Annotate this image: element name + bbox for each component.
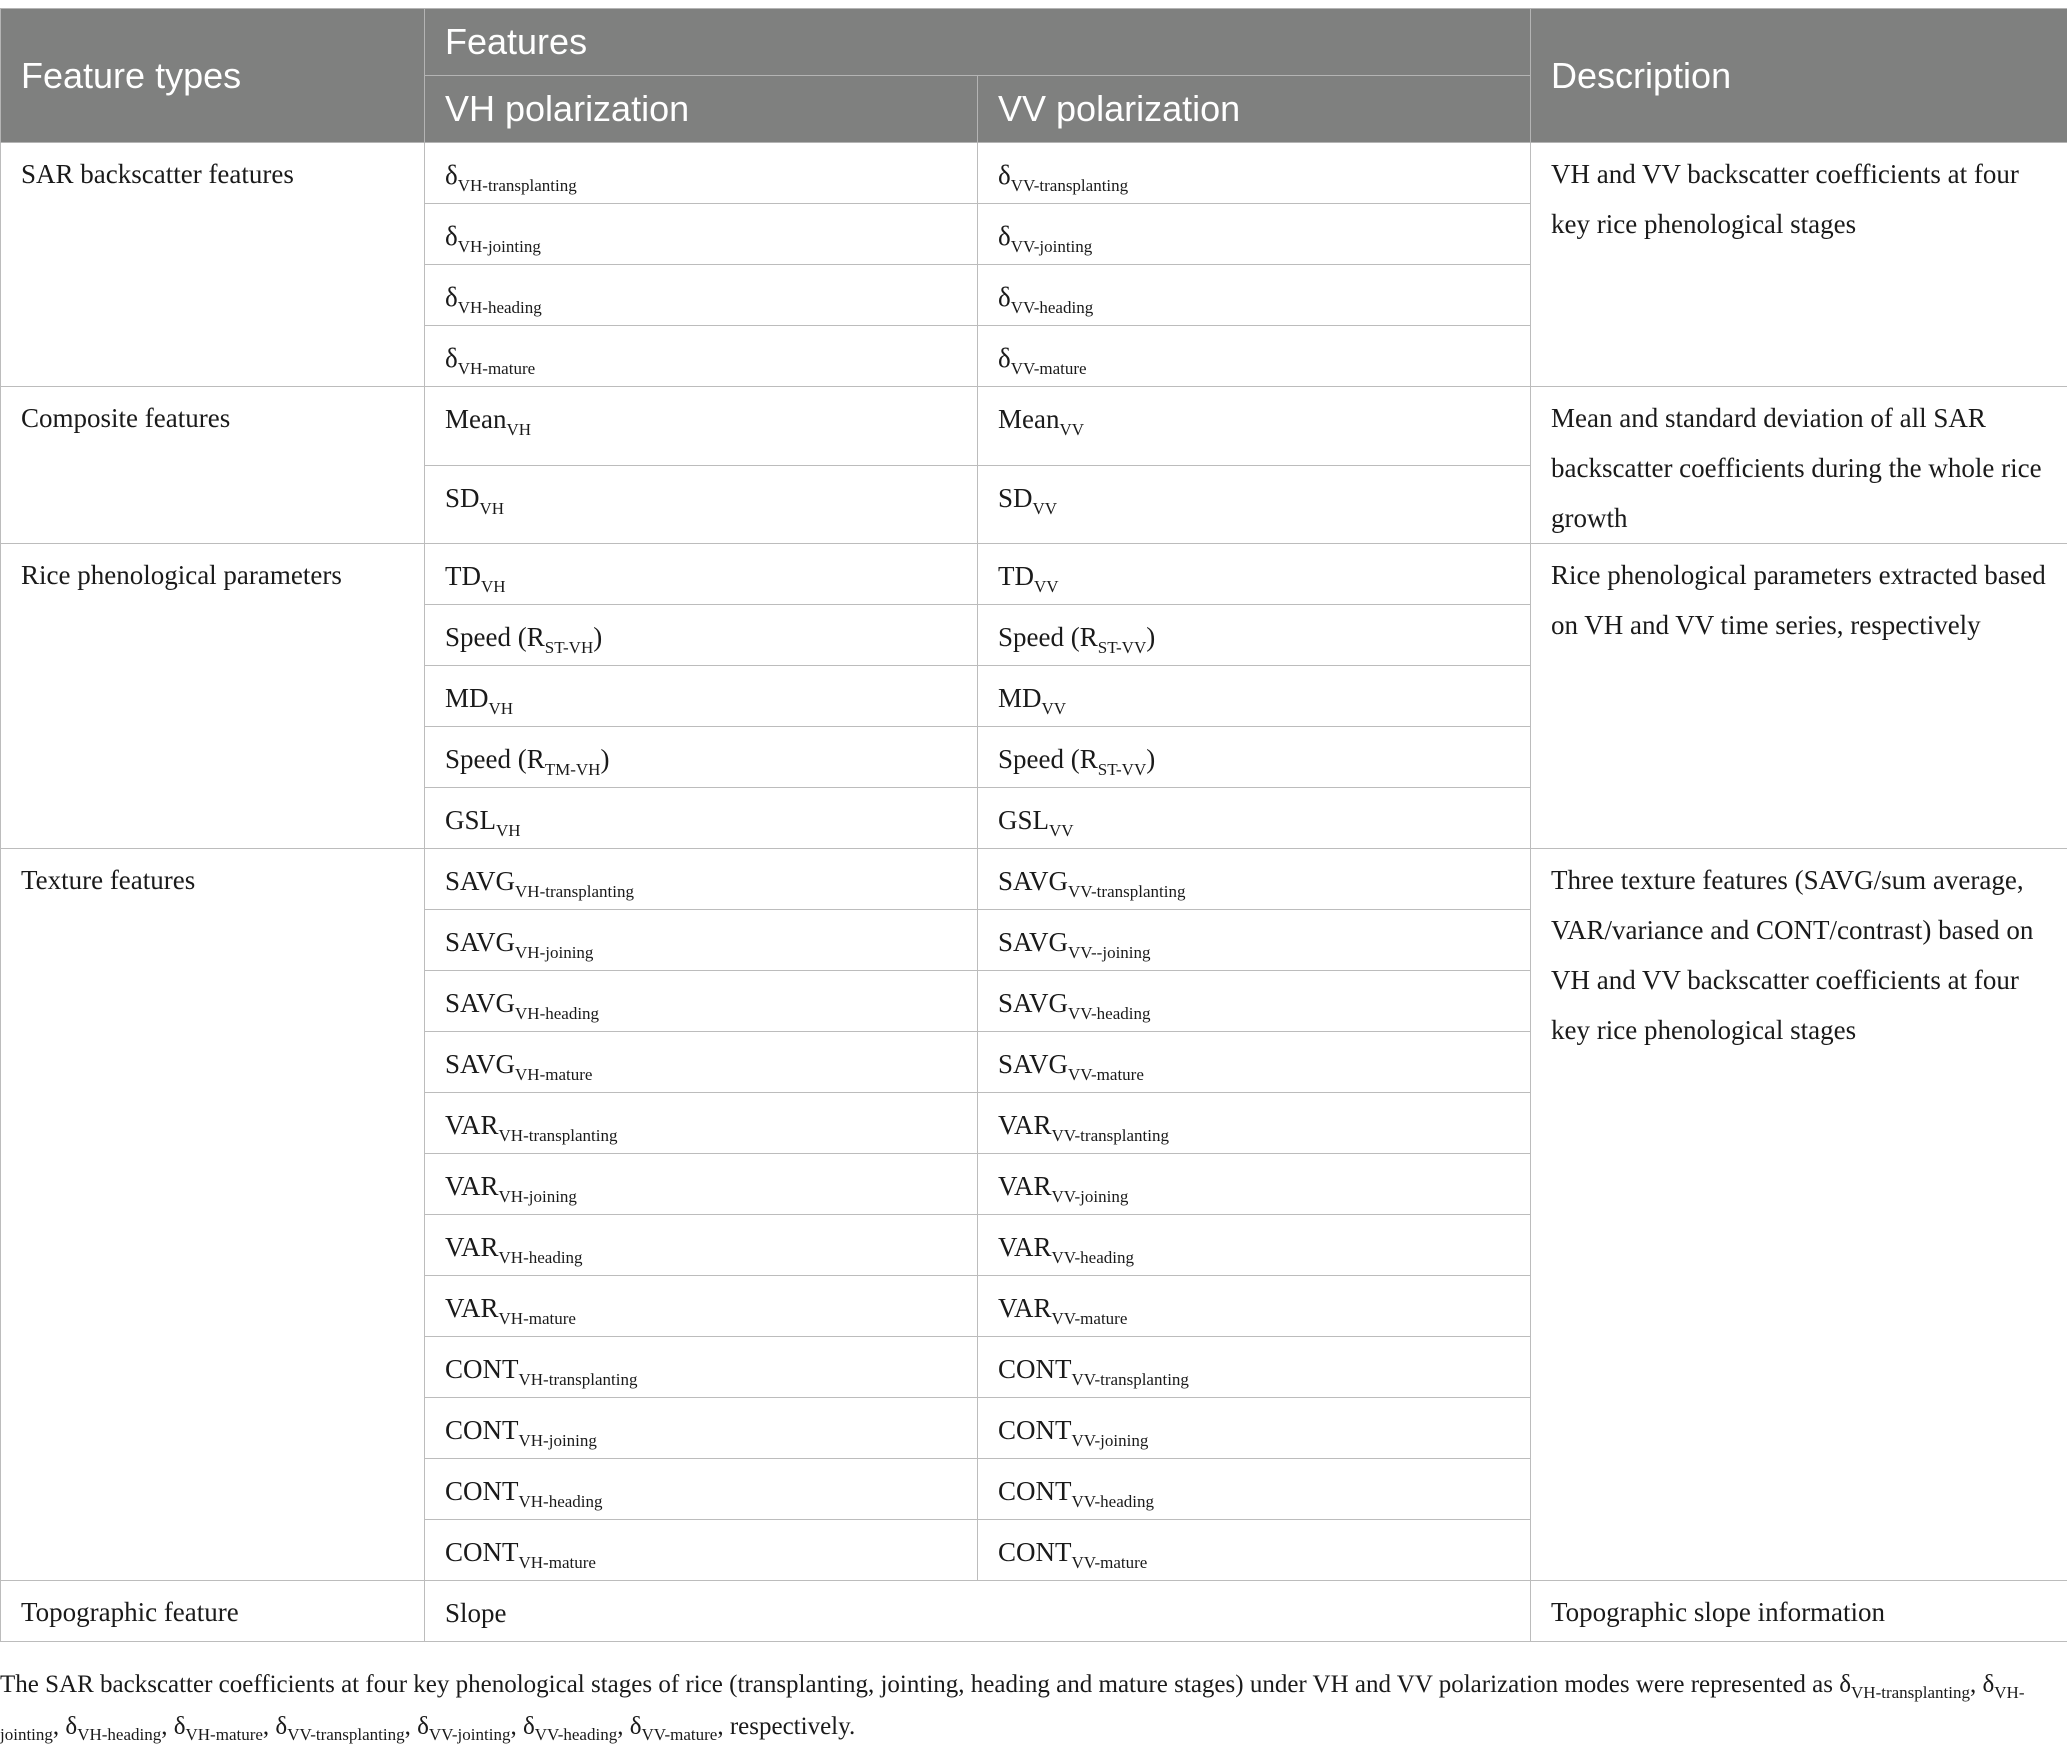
vv-feature-cell xyxy=(978,143,1531,204)
vh-feature-cell xyxy=(425,1215,978,1276)
vv-feature-cell xyxy=(978,544,1531,605)
vh-feature-symbol: SD xyxy=(445,482,480,513)
table-header xyxy=(1,9,2067,143)
description-cell: VH and VV backscatter coefficients at four key rice phenological stages xyxy=(1531,143,2067,387)
vh-feature-cell xyxy=(425,727,978,788)
vv-feature-subscript: VV xyxy=(1034,577,1059,596)
vh-feature-subscript: VH-joining xyxy=(498,1187,577,1206)
vv-feature-cell xyxy=(978,1459,1531,1520)
footnote-term: VH-heading xyxy=(77,1725,162,1744)
vh-feature-subscript: VH-transplanting xyxy=(518,1370,638,1389)
vv-feature-suffix: ) xyxy=(1146,622,1156,652)
feature-cell-merged: Slope xyxy=(425,1581,1531,1642)
vv-feature-cell xyxy=(978,465,1531,544)
vh-feature-subscript: VH xyxy=(479,498,505,518)
footnote-suffix: , respectively. xyxy=(717,1713,856,1740)
vh-feature-cell xyxy=(425,971,978,1032)
vh-feature-symbol: CONT xyxy=(445,1476,519,1506)
vh-feature-symbol: CONT xyxy=(445,1537,519,1567)
vh-feature-subscript: VH xyxy=(496,821,521,840)
footnote-symbol: δ xyxy=(1839,1671,1852,1698)
vv-feature-subscript: VV-heading xyxy=(1071,1492,1154,1511)
vh-feature-subscript: ST-VH xyxy=(544,638,594,657)
vv-feature-symbol: δ xyxy=(998,282,1011,312)
vh-feature-cell xyxy=(425,1337,978,1398)
vh-feature-subscript: VH-jointing xyxy=(457,237,541,256)
vv-feature-subscript: VV--joining xyxy=(1068,943,1151,962)
vv-feature-subscript: VV-jointing xyxy=(1010,237,1093,256)
feature-type-cell: Rice phenological parameters xyxy=(1,544,425,849)
vv-feature-subscript: VV-joining xyxy=(1051,1187,1129,1206)
vh-feature-symbol: δ xyxy=(445,343,458,373)
vh-feature-subscript: VH-transplanting xyxy=(515,882,635,901)
vh-feature-symbol: MD xyxy=(445,683,489,713)
header-description: Description xyxy=(1531,9,2067,143)
vv-feature-symbol: VAR xyxy=(998,1171,1052,1201)
footnote-symbol: δ xyxy=(173,1713,186,1740)
vv-feature-subscript: VV xyxy=(1049,821,1074,840)
vv-feature-symbol: CONT xyxy=(998,1415,1072,1445)
footnote-term: VV-transplanting xyxy=(287,1725,405,1744)
table-body xyxy=(1,143,2067,1642)
vv-feature-subscript: VV-heading xyxy=(1010,298,1094,317)
footnote-symbol: δ xyxy=(522,1713,535,1740)
footnote-term: VH-transplanting xyxy=(1851,1683,1970,1702)
vv-feature-subscript: VV xyxy=(1041,699,1067,718)
vv-feature-cell xyxy=(978,1093,1531,1154)
vv-feature-cell xyxy=(978,971,1531,1032)
vv-feature-symbol: δ xyxy=(998,221,1011,251)
vh-feature-suffix: ) xyxy=(600,744,610,774)
vv-feature-cell xyxy=(978,1032,1531,1093)
vh-feature-suffix: ) xyxy=(593,622,603,652)
footnote-separator: , xyxy=(617,1713,630,1740)
footnote-separator: , xyxy=(52,1713,66,1740)
vv-feature-subscript: VV-transplanting xyxy=(1051,1126,1169,1145)
vh-feature-cell xyxy=(425,1032,978,1093)
footnote-separator: , xyxy=(1970,1671,1983,1698)
feature-type-cell: Texture features xyxy=(1,849,425,1581)
vh-feature-cell xyxy=(425,849,978,910)
feature-type-cell: SAR backscatter features xyxy=(1,143,425,387)
vh-feature-cell xyxy=(425,605,978,666)
vv-feature-symbol: SD xyxy=(998,482,1033,513)
vv-feature-cell xyxy=(978,387,1531,466)
vh-feature-symbol: VAR xyxy=(445,1110,499,1140)
vh-feature-subscript: VH-mature xyxy=(457,359,536,378)
vh-feature-cell xyxy=(425,1398,978,1459)
vh-feature-subscript: VH-mature xyxy=(518,1553,596,1572)
vv-feature-symbol: SAVG xyxy=(998,927,1069,957)
vh-feature-subscript: VH-mature xyxy=(498,1309,576,1328)
feature-type-cell: Topographic feature xyxy=(1,1581,425,1642)
vv-feature-subscript: VV-transplanting xyxy=(1068,882,1186,901)
vh-feature-symbol: SAVG xyxy=(445,927,516,957)
vh-feature-cell xyxy=(425,1093,978,1154)
vv-feature-cell xyxy=(978,1520,1531,1581)
vv-feature-cell xyxy=(978,910,1531,971)
vh-feature-subscript: VH-transplanting xyxy=(498,1126,618,1145)
footnote-separator: , xyxy=(262,1713,276,1740)
header-feature-types: Feature types xyxy=(1,9,425,143)
footnote-symbol: δ xyxy=(629,1713,642,1740)
vv-feature-suffix: ) xyxy=(1146,744,1156,774)
vv-feature-cell xyxy=(978,1337,1531,1398)
vh-feature-symbol: SAVG xyxy=(445,1049,516,1079)
vv-feature-subscript: VV-mature xyxy=(1051,1309,1128,1328)
table-row xyxy=(1,387,2067,466)
vv-feature-symbol: δ xyxy=(998,160,1011,190)
vv-feature-cell xyxy=(978,204,1531,265)
vv-feature-symbol: SAVG xyxy=(998,988,1069,1018)
description-cell: Rice phenological parameters extracted based on VH and VV time series, respectively xyxy=(1531,544,2067,849)
vh-feature-cell xyxy=(425,544,978,605)
vh-feature-symbol: VAR xyxy=(445,1293,499,1323)
footnote-symbol: δ xyxy=(1982,1671,1995,1698)
vh-feature-subscript: VH-mature xyxy=(515,1065,593,1084)
vh-feature-symbol: CONT xyxy=(445,1415,519,1445)
vh-feature-cell xyxy=(425,910,978,971)
vv-feature-symbol: GSL xyxy=(998,805,1050,835)
vv-feature-cell xyxy=(978,1154,1531,1215)
header-vh-polarization: VH polarization xyxy=(425,76,978,143)
vv-feature-symbol: VAR xyxy=(998,1293,1052,1323)
vv-feature-subscript: VV-mature xyxy=(1068,1065,1144,1084)
vv-feature-cell xyxy=(978,265,1531,326)
vh-feature-cell xyxy=(425,204,978,265)
vv-feature-symbol: VAR xyxy=(998,1110,1052,1140)
table-row xyxy=(1,544,2067,605)
vh-feature-subscript: VH-transplanting xyxy=(457,176,577,195)
vh-feature-cell xyxy=(425,666,978,727)
vv-feature-symbol: VAR xyxy=(998,1232,1052,1262)
vh-feature-cell xyxy=(425,1459,978,1520)
vh-feature-symbol: SAVG xyxy=(445,988,516,1018)
vv-feature-subscript: VV xyxy=(1059,420,1085,439)
vh-feature-cell xyxy=(425,387,978,466)
vv-feature-symbol: δ xyxy=(998,343,1011,373)
footnote-separator: , xyxy=(161,1713,174,1740)
vh-feature-cell xyxy=(425,1154,978,1215)
vh-feature-cell xyxy=(425,465,978,544)
footnote-symbol: δ xyxy=(417,1713,429,1740)
vh-feature-symbol: SAVG xyxy=(445,866,516,896)
table-row xyxy=(1,849,2067,910)
vh-feature-subscript: VH-heading xyxy=(515,1004,600,1023)
vv-feature-subscript: VV-joining xyxy=(1071,1431,1149,1450)
vv-feature-symbol: Speed (R xyxy=(998,744,1098,774)
vv-feature-subscript: VV-heading xyxy=(1068,1004,1151,1023)
table-row xyxy=(1,143,2067,204)
vh-feature-symbol: δ xyxy=(445,160,458,190)
vv-feature-symbol: CONT xyxy=(998,1537,1072,1567)
footnote-symbol: δ xyxy=(275,1713,288,1740)
vv-feature-subscript: VV-transplanting xyxy=(1010,176,1129,195)
footnote-symbol: δ xyxy=(65,1713,78,1740)
vv-feature-subscript: VV-mature xyxy=(1071,1553,1148,1572)
vh-feature-symbol: Mean xyxy=(445,404,507,434)
footnote-term: VH-jointing xyxy=(0,1683,2025,1744)
footnote-term: VV-heading xyxy=(534,1725,618,1744)
vv-feature-cell xyxy=(978,326,1531,387)
footnote-term: VH-mature xyxy=(185,1725,263,1744)
vv-feature-cell xyxy=(978,605,1531,666)
vv-feature-symbol: SAVG xyxy=(998,866,1069,896)
header-features: Features xyxy=(425,9,1531,76)
features-table xyxy=(0,8,2067,1642)
vh-feature-symbol: δ xyxy=(445,282,458,312)
vv-feature-subscript: VV-heading xyxy=(1051,1248,1134,1267)
vh-feature-cell xyxy=(425,143,978,204)
vv-feature-cell xyxy=(978,1398,1531,1459)
vv-feature-subscript: VV-transplanting xyxy=(1071,1370,1189,1389)
vv-feature-cell xyxy=(978,727,1531,788)
vv-feature-subscript: VV-mature xyxy=(1010,359,1087,378)
feature-type-cell: Composite features xyxy=(1,387,425,544)
vv-feature-cell xyxy=(978,1276,1531,1337)
vv-feature-symbol: Mean xyxy=(998,404,1060,434)
header-vv-polarization: VV polarization xyxy=(978,76,1531,143)
vh-feature-subscript: VH xyxy=(488,699,514,718)
vh-feature-symbol: TD xyxy=(445,561,481,591)
vv-feature-symbol: TD xyxy=(998,561,1034,591)
vh-feature-subscript: VH xyxy=(506,420,532,439)
vh-feature-symbol: VAR xyxy=(445,1171,499,1201)
vh-feature-subscript: VH xyxy=(481,577,506,596)
vh-feature-symbol: Speed (R xyxy=(445,744,545,774)
description-cell: Mean and standard deviation of all SAR backscatter coefficients during the whole rice growth xyxy=(1531,387,2067,544)
vv-feature-symbol: Speed (R xyxy=(998,622,1098,652)
table-footnote xyxy=(0,1664,2050,1748)
vh-feature-cell xyxy=(425,1276,978,1337)
description-cell: Topographic slope information xyxy=(1531,1581,2067,1642)
vh-feature-subscript: VH-heading xyxy=(457,298,542,317)
vv-feature-cell xyxy=(978,1215,1531,1276)
vv-feature-symbol: CONT xyxy=(998,1354,1072,1384)
footnote-separator: , xyxy=(404,1713,418,1740)
footnote-prefix: The SAR backscatter coefficients at four key phenological stages of rice (transplanting, jointing, heading and mature stages) under VH and VV polarization modes were represented as xyxy=(0,1671,1840,1698)
vv-feature-symbol: MD xyxy=(998,683,1042,713)
vh-feature-subscript: VH-joining xyxy=(518,1431,597,1450)
vh-feature-symbol: δ xyxy=(445,221,458,251)
vh-feature-subscript: TM-VH xyxy=(544,760,601,779)
vh-feature-subscript: VH-heading xyxy=(498,1248,583,1267)
vv-feature-symbol: CONT xyxy=(998,1476,1072,1506)
description-cell: Three texture features (SAVG/sum average, VAR/variance and CONT/contrast) based on VH and VV backscatter coefficients at four key rice phenological stages xyxy=(1531,849,2067,1581)
vh-feature-symbol: CONT xyxy=(445,1354,519,1384)
vv-feature-cell xyxy=(978,788,1531,849)
vh-feature-subscript: VH-joining xyxy=(515,943,594,962)
vv-feature-symbol: SAVG xyxy=(998,1049,1069,1079)
footnote-separator: , xyxy=(510,1713,523,1740)
vv-feature-cell xyxy=(978,849,1531,910)
header-row-1 xyxy=(1,9,2067,76)
vv-feature-subscript: ST-VV xyxy=(1097,760,1147,779)
footnote-term: VV-jointing xyxy=(428,1725,511,1744)
vv-feature-cell xyxy=(978,666,1531,727)
vh-feature-cell xyxy=(425,1520,978,1581)
footnote-term: VV-mature xyxy=(641,1725,718,1744)
vh-feature-symbol: Speed (R xyxy=(445,622,545,652)
vv-feature-subscript: VV xyxy=(1032,498,1058,518)
vh-feature-symbol: VAR xyxy=(445,1232,499,1262)
vh-feature-subscript: VH-heading xyxy=(518,1492,603,1511)
vh-feature-cell xyxy=(425,326,978,387)
vv-feature-subscript: ST-VV xyxy=(1097,638,1147,657)
vh-feature-cell xyxy=(425,788,978,849)
vh-feature-symbol: GSL xyxy=(445,805,497,835)
table-row xyxy=(1,1581,2067,1642)
vh-feature-cell xyxy=(425,265,978,326)
